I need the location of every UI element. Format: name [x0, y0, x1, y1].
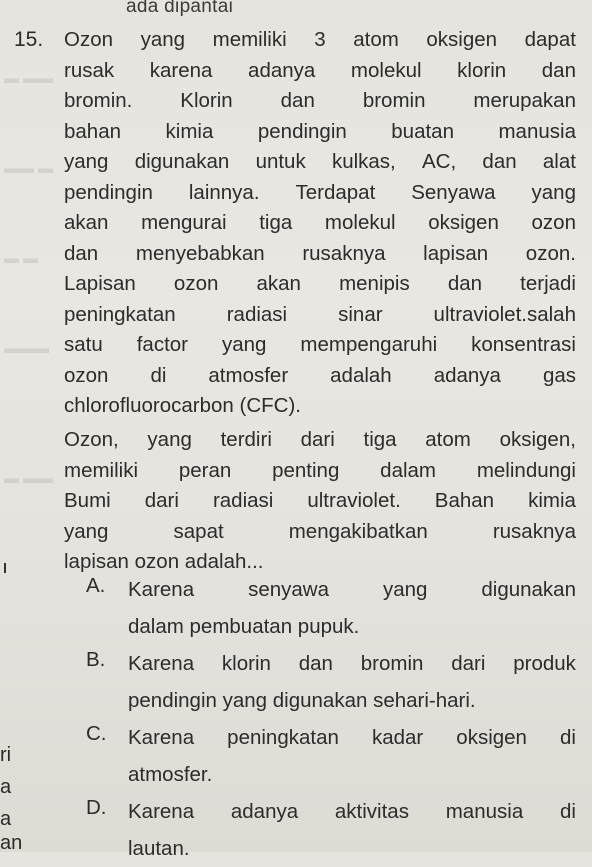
option-line: Karena senyawa yang digunakan [128, 578, 576, 601]
option-line: dalam pembuatan pupuk. [128, 615, 360, 638]
header-fragment: ada dipantai [126, 0, 234, 17]
option-letter: C. [86, 722, 107, 745]
option-text [128, 571, 576, 645]
answer-options [86, 571, 576, 867]
text-line: bromin. Klorin dan bromin merupakan [64, 89, 576, 112]
text-line: Lapisan ozon akan menipis dan terjadi [64, 272, 576, 295]
option-line: Karena klorin dan bromin dari produk [128, 652, 576, 675]
text-line: Bumi dari radiasi ultraviolet. Bahan kimia [64, 489, 576, 512]
text-line: yang digunakan untuk kulkas, AC, dan alat [64, 150, 576, 173]
bleed-through-mark: ▬ ▬▬ [4, 70, 54, 87]
option-b[interactable] [86, 645, 576, 719]
option-c[interactable] [86, 719, 576, 793]
text-line: satu factor yang mempengaruhi konsentrasi [64, 333, 576, 356]
option-line: lautan. [128, 837, 190, 860]
text-line: chlorofluorocarbon (CFC). [64, 394, 301, 417]
bleed-through-mark: ▬▬ ▬ [4, 160, 54, 177]
text-line: rusak karena adanya molekul klorin dan [64, 58, 576, 82]
question-number: 15. [14, 28, 44, 51]
text-line: Ozon, yang terdiri dari tiga atom oksigen, [64, 428, 576, 451]
text-line: ozon di atmosfer adalah adanya gas [64, 363, 576, 387]
option-line: atmosfer. [128, 763, 213, 786]
text-line: Ozon yang memiliki 3 atom oksigen dapat [64, 28, 576, 51]
option-line: Karena adanya aktivitas manusia di [128, 800, 576, 823]
question-paragraph-2 [64, 425, 576, 578]
option-letter: B. [86, 648, 106, 671]
text-line: peningkatan radiasi sinar ultraviolet.salah [64, 302, 576, 326]
option-text [128, 793, 576, 867]
text-line: akan mengurai tiga molekul oksigen ozon [64, 211, 576, 234]
option-line: Karena peningkatan kadar oksigen di [128, 726, 576, 749]
edge-fragment: a [0, 808, 12, 830]
text-line: pendingin lainnya. Terdapat Senyawa yang [64, 180, 576, 204]
option-a[interactable] [86, 571, 576, 645]
edge-fragment: an [0, 832, 23, 854]
edge-fragment: ri [0, 744, 12, 766]
edge-fragment: a [0, 776, 12, 798]
bleed-through-mark: ▬ ▬ [4, 250, 39, 267]
option-letter: A. [86, 574, 106, 597]
text-line: dan menyebabkan rusaknya lapisan ozon. [64, 241, 576, 265]
bleed-through-mark: ▬ ▬▬ [4, 470, 54, 487]
option-d[interactable] [86, 793, 576, 867]
bleed-through-mark: ▬▬▬ [4, 340, 49, 357]
text-line: memiliki peran penting dalam melindungi [64, 458, 576, 482]
text-line: bahan kimia pendingin buatan manusia [64, 119, 576, 143]
question-paragraph-1 [64, 25, 576, 422]
text-line: lapisan ozon adalah... [64, 550, 264, 573]
option-text [128, 645, 576, 719]
option-letter: D. [86, 796, 107, 819]
margin-mark [4, 563, 6, 573]
text-line: yang sapat mengakibatkan rusaknya [64, 519, 576, 543]
option-text [128, 719, 576, 793]
option-line: pendingin yang digunakan sehari-hari. [128, 689, 476, 712]
